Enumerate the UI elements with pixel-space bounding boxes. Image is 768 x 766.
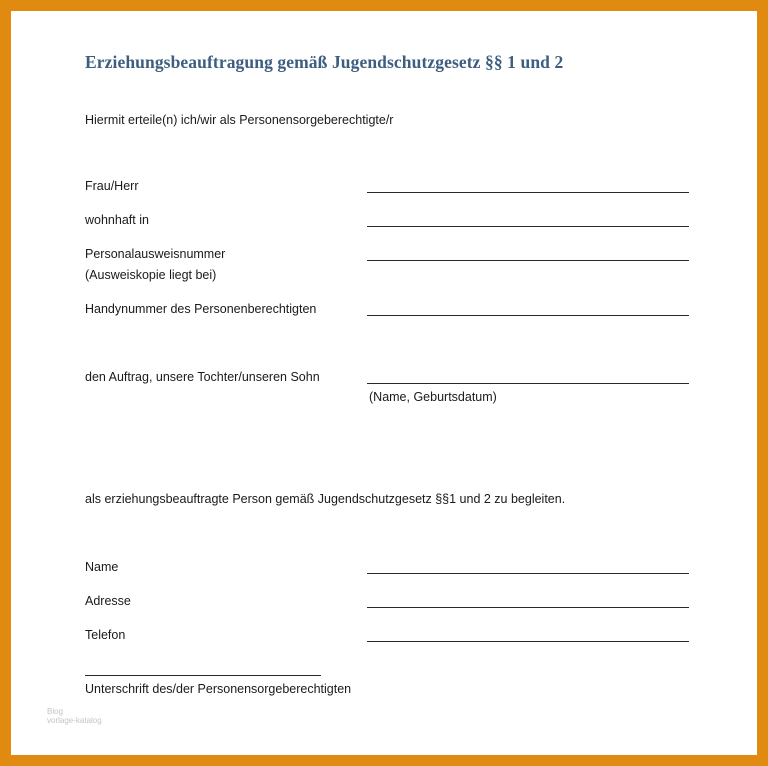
field-label-escort-address: Adresse	[85, 594, 131, 608]
watermark-line-2: vorlage-katalog	[47, 716, 102, 725]
field-label-escort-name: Name	[85, 560, 119, 574]
field-label-child: den Auftrag, unsere Tochter/unseren Sohn	[85, 370, 320, 384]
signature-line[interactable]	[85, 675, 321, 676]
input-line-name-guardian[interactable]	[367, 192, 689, 193]
field-label-mobile: Handynummer des Personenberechtigten	[85, 302, 317, 316]
field-label-name-guardian: Frau/Herr	[85, 179, 139, 193]
input-line-mobile[interactable]	[367, 315, 689, 316]
signature-label: Unterschrift des/der Personensorgeberechtigten	[85, 682, 352, 696]
watermark	[47, 707, 102, 725]
field-sublabel-id-copy: (Ausweiskopie liegt bei)	[85, 268, 217, 282]
field-hint-child: (Name, Geburtsdatum)	[369, 390, 497, 404]
field-label-residence: wohnhaft in	[85, 213, 149, 227]
document-title: Erziehungsbeauftragung gemäß Jugendschutzgesetz §§ 1 und 2	[85, 52, 564, 72]
field-label-escort-phone: Telefon	[85, 628, 126, 642]
intro-text: Hiermit erteile(n) ich/wir als Personensorgeberechtigte/r	[85, 113, 394, 127]
input-line-residence[interactable]	[367, 226, 689, 227]
field-label-id-number: Personalausweisnummer	[85, 247, 226, 261]
watermark-line-1: Blog	[47, 707, 64, 716]
input-line-escort-address[interactable]	[367, 607, 689, 608]
statement-text: als erziehungsbeauftragte Person gemäß Jugendschutzgesetz §§1 und 2 zu begleiten.	[85, 492, 566, 506]
input-line-escort-name[interactable]	[367, 573, 689, 574]
document-page	[11, 11, 757, 755]
input-line-escort-phone[interactable]	[367, 641, 689, 642]
input-line-child[interactable]	[367, 383, 689, 384]
input-line-id-number[interactable]	[367, 260, 689, 261]
